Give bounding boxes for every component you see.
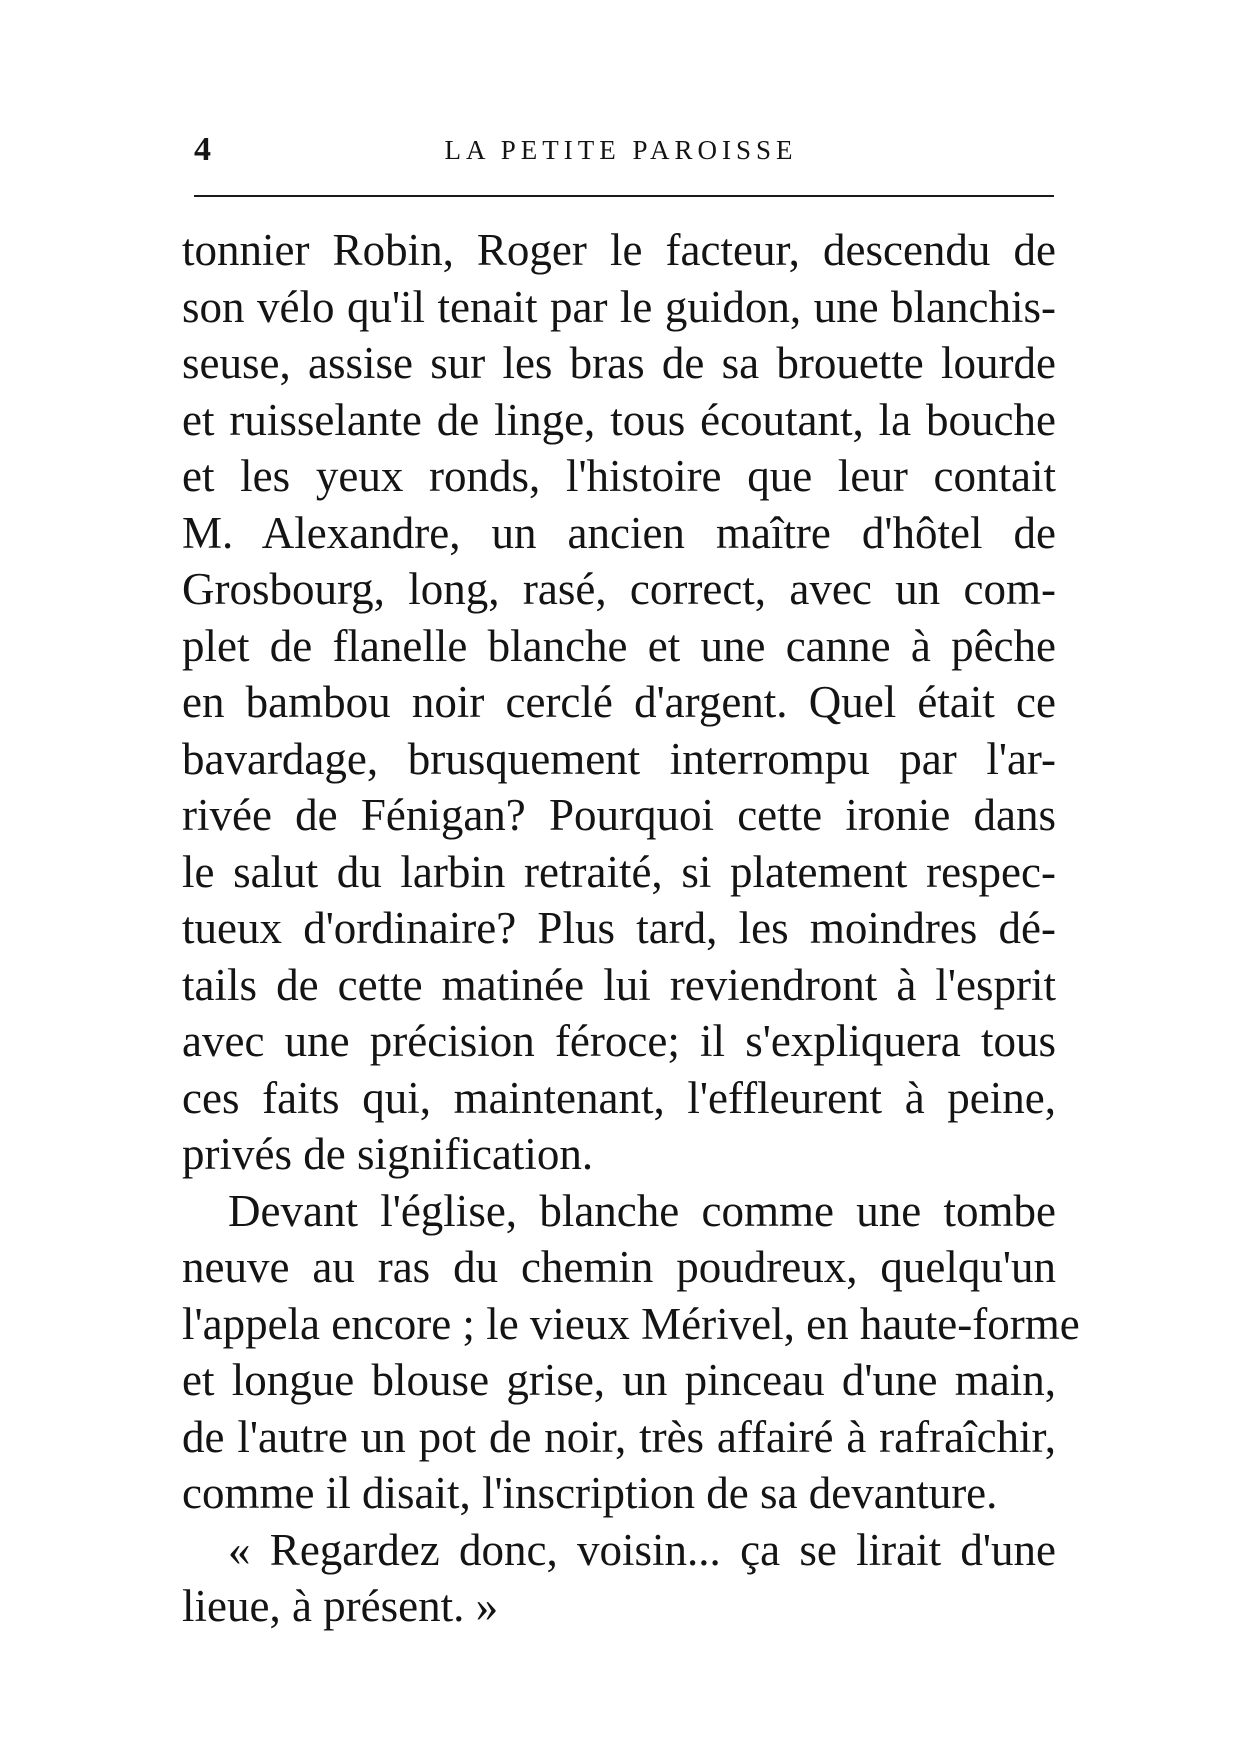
text-line: et ruisselante de linge, tous écoutant, la bouche [182, 394, 1056, 445]
paragraph [182, 222, 1056, 1183]
text-line: M. Alexandre, un ancien maître d'hôtel de [182, 507, 1056, 558]
running-title: LA PETITE PAROISSE [444, 135, 798, 165]
text-line: comme il disait, l'inscription de sa devanture. [182, 1468, 998, 1518]
text-line: plet de flanelle blanche et une canne à pêche [182, 620, 1056, 671]
page-number: 4 [194, 131, 211, 168]
text-line: tonnier Robin, Roger le facteur, descendu de [182, 225, 1056, 275]
paragraph [182, 1522, 1056, 1635]
text-line: privés de signification. [182, 1129, 594, 1179]
text-line: Devant l'église, blanche comme une tombe [228, 1185, 1056, 1236]
text-line: bavardage, brusquement interrompu par l'ar- [182, 733, 1056, 784]
text-line: son vélo qu'il tenait par le guidon, une blanchis- [182, 281, 1056, 332]
body-text [182, 222, 1080, 1635]
text-line: neuve au ras du chemin poudreux, quelqu'un [182, 1242, 1056, 1292]
text-line: lieue, à présent. » [182, 1581, 499, 1631]
text-line: ces faits qui, maintenant, l'effleurent à peine, [182, 1072, 1056, 1123]
text-line: tueux d'ordinaire? Plus tard, les moindres dé- [182, 903, 1056, 953]
header-rule [194, 195, 1054, 197]
text-line: de l'autre un pot de noir, très affairé à rafraîchir, [182, 1411, 1056, 1462]
text-line: en bambou noir cerclé d'argent. Quel était ce [182, 677, 1056, 727]
text-line: seuse, assise sur les bras de sa brouette lourde [182, 338, 1056, 388]
text-line: et les yeux ronds, l'histoire que leur contait [182, 451, 1056, 501]
text-line: tails de cette matinée lui reviendront à l'esprit [182, 959, 1056, 1010]
text-line: l'appela encore ; le vieux Mérivel, en haute-forme [182, 1298, 1080, 1349]
paragraph [182, 1183, 1080, 1522]
text-line: le salut du larbin retraité, si platement respec- [182, 846, 1056, 897]
text-line: Grosbourg, long, rasé, correct, avec un com- [182, 564, 1056, 614]
page-header [188, 128, 1054, 178]
text-line: avec une précision féroce; il s'expliquera tous [182, 1016, 1056, 1066]
text-line: « Regardez donc, voisin... ça se lirait d'une [228, 1524, 1056, 1575]
text-line: rivée de Fénigan? Pourquoi cette ironie dans [182, 790, 1056, 840]
text-line: et longue blouse grise, un pinceau d'une main, [182, 1355, 1056, 1405]
